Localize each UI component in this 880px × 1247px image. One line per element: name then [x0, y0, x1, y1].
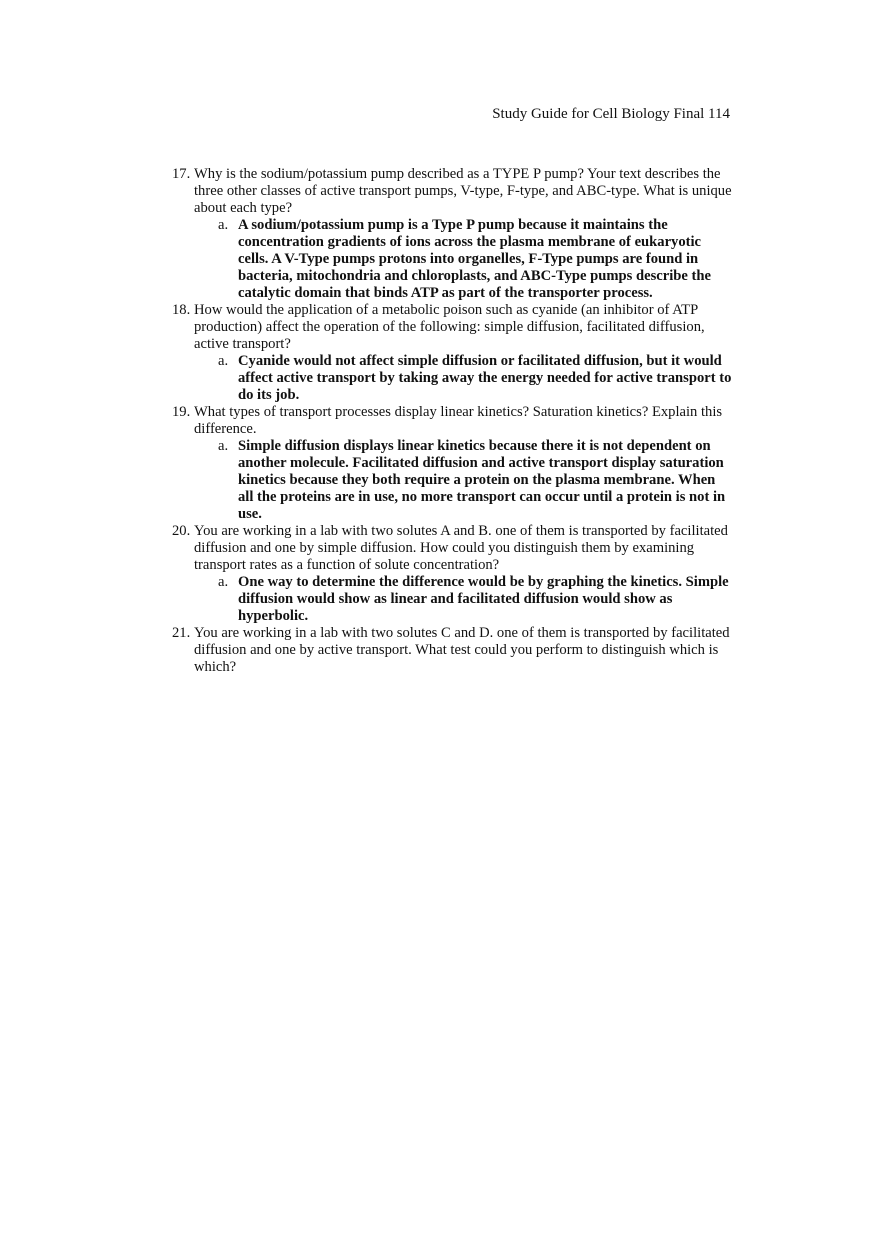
- question-text: Why is the sodium/potassium pump described as a TYPE P pump? Your text describes the three other classes of active transport pumps, V-type, F-type, and ABC-type. What is unique about each type?: [194, 166, 732, 216]
- page-header: Study Guide for Cell Biology Final 114: [492, 106, 730, 122]
- answer: [194, 438, 734, 523]
- answer-text: One way to determine the difference would be by graphing the kinetics. Simple diffusion would show as linear and facilitated diffusion would show as hyperbolic.: [238, 574, 729, 624]
- question-block-18: [172, 302, 734, 404]
- question-block-20: [172, 523, 734, 625]
- question-number: 20.: [172, 523, 191, 539]
- question-number: 21.: [172, 625, 191, 641]
- question-block-17: [172, 166, 734, 302]
- question: [172, 625, 734, 676]
- question-text: You are working in a lab with two solutes C and D. one of them is transported by facilitated diffusion and one by active transport. What test could you perform to distinguish which is which?: [194, 625, 730, 675]
- answer-label: a.: [218, 438, 229, 454]
- question-number: 18.: [172, 302, 191, 318]
- answer-label: a.: [218, 217, 229, 233]
- answer-label: a.: [218, 574, 229, 590]
- question-block-19: [172, 404, 734, 523]
- question-list: [172, 166, 734, 676]
- question: [172, 302, 734, 353]
- question: [172, 404, 734, 438]
- answer-text: Simple diffusion displays linear kinetics because there it is not dependent on another molecule. Facilitated diffusion and active transport display saturation kinetics because they both require a protein on the plasma membrane. When all the proteins are in use, no more transport can occur until a protein is not in use.: [238, 438, 726, 522]
- question-text: How would the application of a metabolic poison such as cyanide (an inhibitor of ATP production) affect the operation of the following: simple diffusion, facilitated diffusion, active transport?: [194, 302, 705, 352]
- question: [172, 166, 734, 217]
- question-number: 17.: [172, 166, 191, 182]
- question-text: What types of transport processes display linear kinetics? Saturation kinetics? Explain this difference.: [194, 404, 723, 437]
- answer: [194, 217, 734, 302]
- question-block-21: [172, 625, 734, 676]
- answer: [194, 353, 734, 404]
- answer: [194, 574, 734, 625]
- question-text: You are working in a lab with two solutes A and B. one of them is transported by facilitated diffusion and one by simple diffusion. How could you distinguish them by examining transport rates as a function of solute concentration?: [194, 523, 728, 573]
- question-number: 19.: [172, 404, 191, 420]
- question: [172, 523, 734, 574]
- answer-text: A sodium/potassium pump is a Type P pump because it maintains the concentration gradients of ions across the plasma membrane of eukaryotic cells. A V-Type pumps protons into organelles, F-Type pumps are found in bacteria, mitochondria and chloroplasts, and ABC-Type pumps describe the catalytic domain that binds ATP as part of the transporter process.: [238, 217, 711, 301]
- answer-label: a.: [218, 353, 229, 369]
- answer-text: Cyanide would not affect simple diffusion or facilitated diffusion, but it would affect active transport by taking away the energy needed for active transport to do its job.: [238, 353, 732, 403]
